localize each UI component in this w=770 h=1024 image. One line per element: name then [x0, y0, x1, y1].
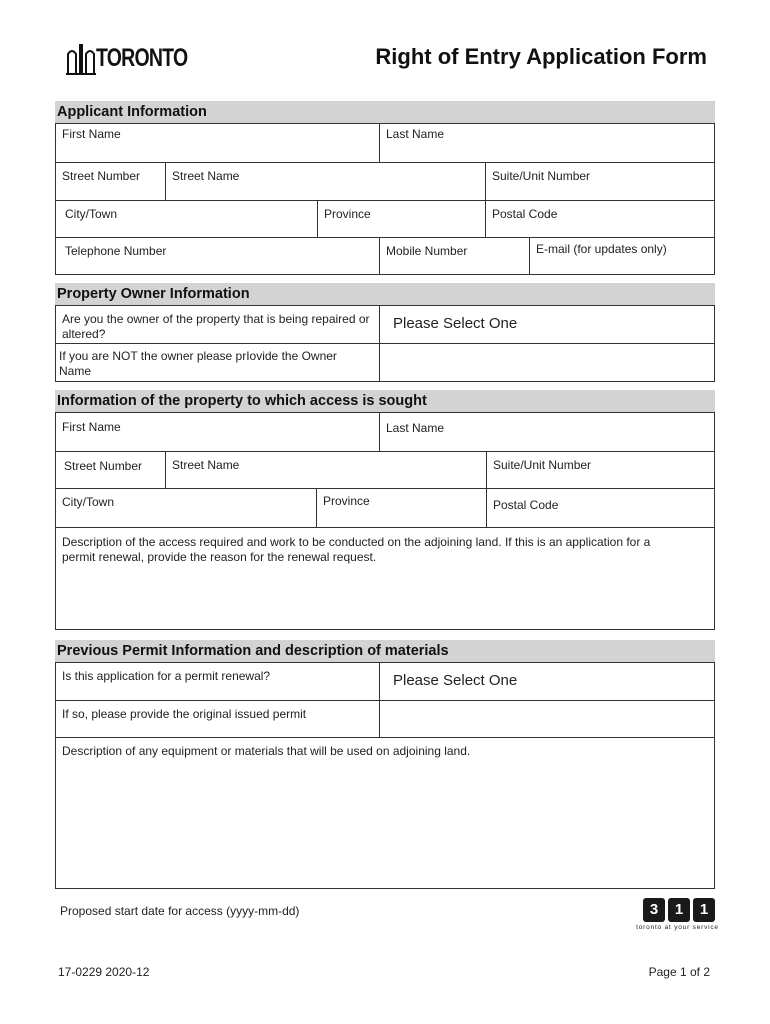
permit-grid — [55, 662, 715, 889]
property-row-city — [56, 489, 714, 528]
field-label: Last Name — [386, 127, 445, 141]
property-grid — [55, 412, 715, 630]
question-text: If you are NOT the owner please prIovide the Owner Name — [59, 349, 337, 378]
property-last-name-field[interactable] — [379, 413, 714, 451]
property-street-name-field[interactable] — [165, 452, 486, 488]
applicant-telephone-field[interactable] — [56, 238, 379, 274]
property-suite-field[interactable] — [486, 452, 714, 488]
field-label: Suite/Unit Number — [492, 169, 591, 183]
permit-row-renewal — [56, 663, 714, 701]
form-code: 17-0229 2020-12 — [58, 965, 150, 979]
start-date-label: Proposed start date for access (yyyy-mm-dd) — [60, 904, 300, 918]
section-heading-owner: Property Owner Information — [55, 283, 715, 305]
owner-question-label — [56, 306, 379, 343]
field-label: Suite/Unit Number — [493, 458, 592, 472]
badge-digit: 1 — [693, 898, 715, 922]
owner-row-name — [56, 344, 714, 381]
311-badge — [630, 898, 725, 934]
property-city-field[interactable] — [56, 489, 316, 527]
field-label: Postal Code — [493, 498, 559, 512]
applicant-street-number-field[interactable] — [56, 163, 165, 200]
applicant-mobile-field[interactable] — [379, 238, 529, 274]
field-label: Telephone Number — [65, 244, 167, 258]
badge-digit: 1 — [668, 898, 690, 922]
field-label: City/Town — [62, 495, 115, 509]
question-text: Is this application for a permit renewal? — [62, 669, 271, 683]
owner-row-question — [56, 306, 714, 344]
property-first-name-field[interactable] — [56, 413, 379, 451]
field-label: Street Number — [62, 169, 141, 183]
applicant-last-name-field[interactable] — [379, 124, 714, 162]
permit-row-materials — [56, 738, 714, 888]
section-heading-property: Information of the property to which access is sought — [55, 390, 715, 412]
field-label: Street Number — [64, 459, 143, 473]
field-label: E-mail (for updates only) — [536, 242, 667, 256]
section-heading-applicant: Applicant Information — [55, 101, 715, 123]
applicant-city-field[interactable] — [56, 201, 317, 237]
applicant-suite-field[interactable] — [485, 163, 714, 200]
logo-text: TORONTO — [96, 44, 188, 72]
property-province-field[interactable] — [316, 489, 486, 527]
owner-name-field[interactable] — [379, 344, 714, 381]
badge-tagline: toronto at your service — [636, 924, 719, 931]
field-label: Street Name — [172, 458, 240, 472]
applicant-row-city — [56, 201, 714, 238]
field-label: Mobile Number — [386, 244, 468, 258]
field-label: Street Name — [172, 169, 240, 183]
form-title: Right of Entry Application Form — [375, 44, 707, 69]
applicant-row-phone — [56, 238, 714, 274]
property-row-description — [56, 528, 714, 629]
permit-original-field[interactable] — [379, 701, 714, 737]
page-number: Page 1 of 2 — [648, 965, 710, 979]
permit-materials-field[interactable] — [56, 738, 714, 888]
select-value: Please Select One — [393, 315, 518, 332]
section-heading-permit: Previous Permit Information and description of materials — [55, 640, 715, 662]
applicant-row-name — [56, 124, 714, 163]
applicant-row-street — [56, 163, 714, 201]
field-label: City/Town — [65, 207, 118, 221]
select-value: Please Select One — [393, 672, 518, 689]
applicant-first-name-field[interactable] — [56, 124, 379, 162]
owner-select[interactable] — [379, 306, 714, 343]
permit-renewal-label — [56, 663, 379, 700]
applicant-province-field[interactable] — [317, 201, 485, 237]
property-row-name — [56, 413, 714, 452]
applicant-grid — [55, 123, 715, 275]
applicant-street-name-field[interactable] — [165, 163, 485, 200]
applicant-email-field[interactable] — [529, 238, 714, 274]
badge-digit: 3 — [643, 898, 665, 922]
city-hall-icon — [66, 40, 96, 76]
property-street-number-field[interactable] — [56, 452, 165, 488]
field-label: Postal Code — [492, 207, 558, 221]
permit-original-label — [56, 701, 379, 737]
field-label: Province — [323, 494, 370, 508]
field-label: Description of any equipment or materials that will be used on adjoining land. — [62, 744, 471, 758]
permit-renewal-select[interactable] — [379, 663, 714, 700]
owner-grid — [55, 305, 715, 382]
field-label: Last Name — [386, 421, 445, 435]
property-postal-code-field[interactable] — [486, 489, 714, 527]
field-label: Province — [324, 207, 371, 221]
toronto-logo — [66, 38, 186, 76]
question-text: Are you the owner of the property that is being repaired or altered? — [62, 312, 370, 341]
field-label: First Name — [62, 127, 121, 141]
field-label: First Name — [62, 420, 121, 434]
permit-row-original — [56, 701, 714, 738]
question-text: If so, please provide the original issued permit — [62, 707, 307, 721]
field-label: Description of the access required and work to be conducted on the adjoining land. If this is an application for a permit renewal, provide the reason for the renewal request. — [62, 535, 651, 564]
property-row-street — [56, 452, 714, 489]
property-description-field[interactable] — [56, 528, 714, 629]
applicant-postal-code-field[interactable] — [485, 201, 714, 237]
owner-name-label — [56, 344, 379, 381]
